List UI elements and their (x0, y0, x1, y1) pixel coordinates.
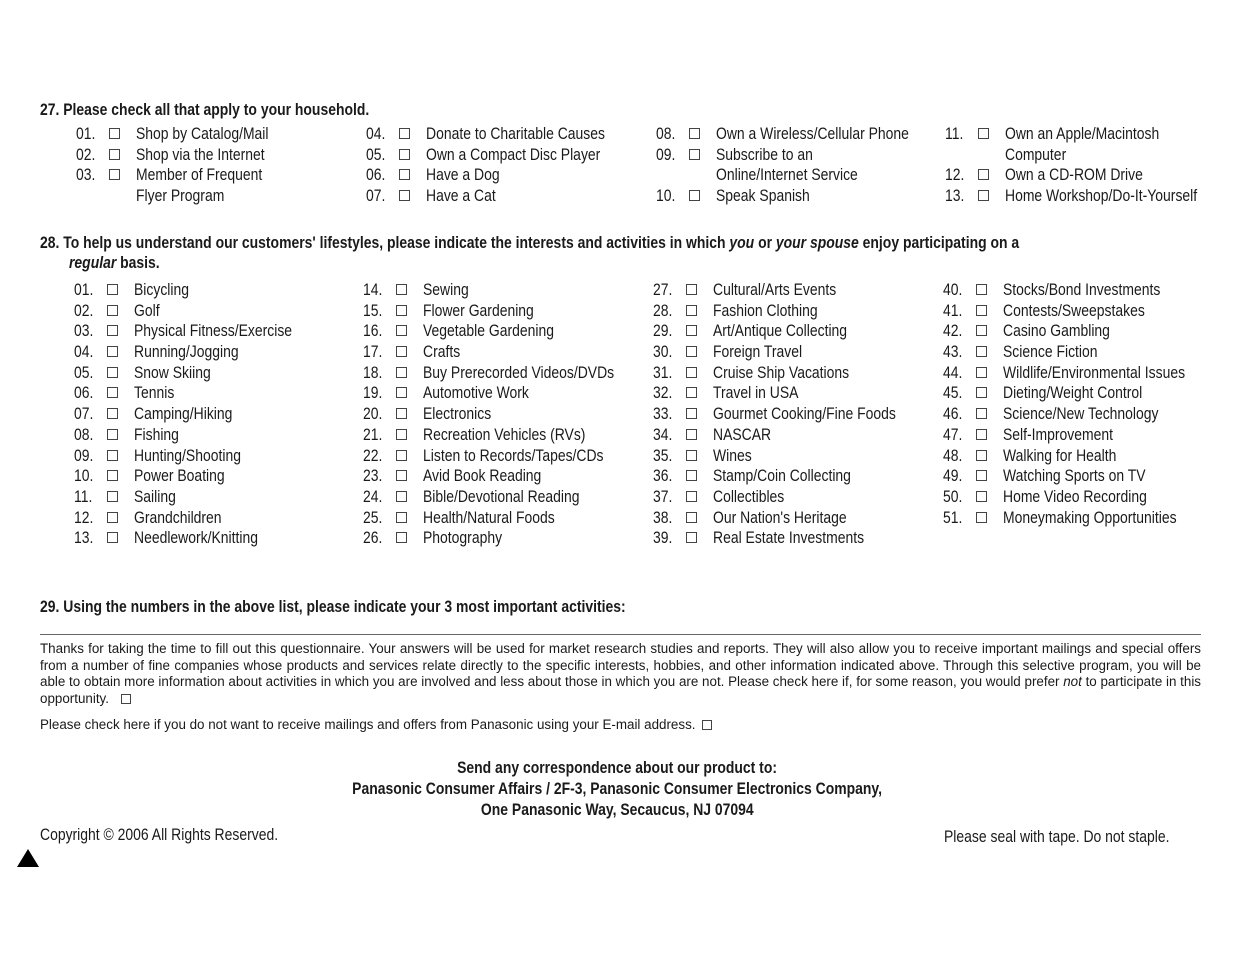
checkbox[interactable] (107, 470, 118, 481)
item-label: Home Video Recording (1003, 486, 1147, 506)
item-label: Cruise Ship Vacations (713, 362, 850, 382)
checkbox[interactable] (396, 367, 407, 378)
q28-heading (40, 233, 1234, 273)
thanks-paragraph (40, 641, 1201, 707)
item-number: 13. (945, 186, 965, 206)
checkbox[interactable] (976, 284, 987, 295)
seal-note-text: Please seal with tape. Do not staple. (944, 827, 1170, 846)
item-number: 02. (76, 144, 96, 164)
item-label: Have a Cat (426, 186, 496, 206)
checkbox[interactable] (689, 149, 700, 160)
checkbox[interactable] (686, 470, 697, 481)
item-label: Own a Wireless/Cellular Phone (716, 124, 909, 143)
item-number: 34. (653, 424, 673, 444)
item-number: 33. (653, 404, 673, 424)
item-label: Have a Dog (426, 165, 500, 185)
checkbox[interactable] (976, 491, 987, 502)
q29-heading-text: 29. Using the numbers in the above list, please indicate your 3 most important activities: (40, 597, 626, 616)
checkbox[interactable] (109, 169, 120, 180)
checkbox[interactable] (107, 284, 118, 295)
item-label: Shop by Catalog/Mail (136, 124, 269, 143)
item-label: Bicycling (134, 280, 190, 299)
item-label: Art/Antique Collecting (713, 321, 848, 341)
item-number: 51. (943, 507, 963, 527)
checkbox[interactable] (396, 284, 407, 295)
checkbox[interactable] (396, 532, 407, 543)
checkbox[interactable] (976, 408, 987, 419)
item-label: Contests/Sweepstakes (1003, 300, 1145, 320)
checkbox[interactable] (107, 387, 118, 398)
checkbox[interactable] (976, 346, 987, 357)
checkbox[interactable] (399, 169, 410, 180)
item-number: 14. (363, 280, 383, 299)
item-label: Flyer Program (136, 186, 225, 206)
item-number: 29. (653, 321, 673, 341)
email-optout-line (40, 717, 1201, 734)
item-label: Bible/Devotional Reading (423, 486, 580, 506)
checkbox[interactable] (107, 491, 118, 502)
item-number: 23. (363, 466, 383, 486)
item-number: 38. (653, 507, 673, 527)
answer-line[interactable] (40, 634, 1201, 635)
item-label: Fishing (134, 424, 179, 444)
checkbox[interactable] (976, 367, 987, 378)
item-label: Member of Frequent (136, 165, 263, 185)
item-label: Needlework/Knitting (134, 528, 258, 548)
checkbox[interactable] (689, 190, 700, 201)
item-label: Dieting/Weight Control (1003, 383, 1143, 403)
item-number: 10. (74, 466, 94, 486)
q27-heading (40, 100, 442, 120)
thanks-not-word: not (1063, 674, 1082, 690)
thanks-text-end: to participate in this opportunity. (40, 674, 1201, 706)
item-number: 46. (943, 404, 963, 424)
item-label: Wildlife/Environmental Issues (1003, 362, 1186, 382)
checkbox[interactable] (107, 450, 118, 461)
item-label: Sewing (423, 280, 469, 299)
item-label: Own a Compact Disc Player (426, 144, 601, 164)
q28-heading-part1: 28. To help us understand our customers' lifestyles, please indicate the interests and activities in which (40, 233, 730, 252)
checkbox[interactable] (976, 450, 987, 461)
checkbox[interactable] (396, 491, 407, 502)
item-label: Photography (423, 528, 503, 548)
send-line-1 (0, 758, 1235, 778)
item-label: Moneymaking Opportunities (1003, 507, 1177, 527)
item-label: Travel in USA (713, 383, 799, 403)
send-line-2-text: Panasonic Consumer Affairs / 2F-3, Panasonic Consumer Electronics Company, (352, 779, 883, 798)
item-label: Automotive Work (423, 383, 529, 403)
item-number: 11. (945, 124, 964, 143)
copyright-text: Copyright © 2006 All Rights Reserved. (40, 825, 279, 844)
thanks-text: Thanks for taking the time to fill out this questionnaire. Your answers will be used for market research studies and reports. They will also allow you to receive important mailings and special offers from a number of fine companies whose products and services relate directly to the specific interests, hobbies, and other information indicated above. Through this selective program, you will be able to obtain more information about activities in which you are involved and less about those in which you are not. Please check here if, for some reason, you would prefer (40, 641, 1201, 690)
item-label: Foreign Travel (713, 342, 803, 362)
item-number: 26. (363, 528, 383, 548)
checkbox[interactable] (107, 325, 118, 336)
item-number: 01. (74, 280, 94, 299)
item-label: Camping/Hiking (134, 404, 233, 424)
item-label: Wines (713, 445, 752, 465)
item-label: Speak Spanish (716, 186, 810, 206)
q28-heading-regular: regular (69, 253, 117, 272)
item-label: Watching Sports on TV (1003, 466, 1146, 486)
item-label: Physical Fitness/Exercise (134, 321, 293, 341)
item-number: 03. (76, 165, 96, 185)
checkbox[interactable] (107, 408, 118, 419)
item-number: 09. (656, 144, 676, 164)
checkbox[interactable] (686, 346, 697, 357)
item-label: Listen to Records/Tapes/CDs (423, 445, 604, 465)
item-label: Electronics (423, 404, 492, 424)
checkbox[interactable] (107, 346, 118, 357)
checkbox[interactable] (976, 325, 987, 336)
item-label: Avid Book Reading (423, 466, 542, 486)
item-label: Donate to Charitable Causes (426, 124, 606, 143)
q28-heading-basis: basis. (116, 253, 160, 272)
item-label: Subscribe to an (716, 144, 813, 164)
item-number: 09. (74, 445, 94, 465)
item-label: Gourmet Cooking/Fine Foods (713, 404, 896, 424)
send-line-2 (0, 779, 1235, 799)
item-number: 48. (943, 445, 963, 465)
item-number: 30. (653, 342, 673, 362)
item-number: 12. (74, 507, 94, 527)
item-number: 04. (366, 124, 386, 143)
item-number: 12. (945, 165, 965, 185)
item-number: 07. (366, 186, 386, 206)
item-label: Crafts (423, 342, 461, 362)
item-number: 44. (943, 362, 963, 382)
item-number: 16. (363, 321, 383, 341)
item-label: Online/Internet Service (716, 165, 858, 185)
item-number: 17. (363, 342, 383, 362)
item-number: 08. (656, 124, 676, 143)
item-label: Own a CD-ROM Drive (1005, 165, 1143, 185)
checkbox[interactable] (686, 429, 697, 440)
checkbox[interactable] (399, 190, 410, 201)
item-number: 08. (74, 424, 94, 444)
q28-heading-you: you (729, 233, 755, 252)
q28-heading-part2: enjoy participating on a (858, 233, 1020, 252)
triangle-marker-icon (17, 849, 39, 867)
item-label: Casino Gambling (1003, 321, 1110, 341)
q28-heading-spouse: your spouse (775, 233, 859, 252)
item-number: 06. (74, 383, 94, 403)
item-number: 41. (943, 300, 963, 320)
checkbox[interactable] (396, 450, 407, 461)
checkbox[interactable] (978, 169, 989, 180)
copyright (40, 825, 330, 845)
item-label: NASCAR (713, 424, 772, 444)
item-label: Self-Improvement (1003, 424, 1114, 444)
item-number: 49. (943, 466, 963, 486)
item-label: Health/Natural Foods (423, 507, 555, 527)
item-number: 40. (943, 280, 963, 299)
item-label: Grandchildren (134, 507, 222, 527)
item-label: Snow Skiing (134, 362, 211, 382)
item-label: Buy Prerecorded Videos/DVDs (423, 362, 615, 382)
item-number: 37. (653, 486, 673, 506)
checkbox[interactable] (686, 305, 697, 316)
item-label: Tennis (134, 383, 175, 403)
item-label: Hunting/Shooting (134, 445, 241, 465)
item-number: 32. (653, 383, 673, 403)
item-number: 47. (943, 424, 963, 444)
checkbox[interactable] (686, 450, 697, 461)
send-line-1-text: Send any correspondence about our product to: (457, 758, 778, 777)
item-number: 03. (74, 321, 94, 341)
item-number: 18. (363, 362, 383, 382)
item-number: 02. (74, 300, 94, 320)
item-label: Computer (1005, 144, 1067, 164)
item-number: 11. (74, 486, 93, 506)
item-label: Sailing (134, 486, 176, 506)
item-number: 10. (656, 186, 676, 206)
q29-heading (40, 597, 754, 617)
item-label: Real Estate Investments (713, 528, 865, 548)
checkbox[interactable] (686, 512, 697, 523)
seal-note (944, 827, 1219, 847)
item-number: 50. (943, 486, 963, 506)
checkbox[interactable] (686, 491, 697, 502)
checkbox[interactable] (686, 408, 697, 419)
checkbox[interactable] (107, 512, 118, 523)
item-label: Flower Gardening (423, 300, 534, 320)
checkbox[interactable] (396, 346, 407, 357)
item-label: Vegetable Gardening (423, 321, 554, 341)
checkbox[interactable] (686, 387, 697, 398)
item-number: 15. (363, 300, 383, 320)
item-number: 04. (74, 342, 94, 362)
checkbox[interactable] (976, 470, 987, 481)
checkbox[interactable] (686, 367, 697, 378)
item-number: 05. (366, 144, 386, 164)
email-optout-checkbox[interactable] (702, 720, 712, 730)
checkbox[interactable] (978, 128, 989, 139)
item-number: 28. (653, 300, 673, 320)
item-label: Cultural/Arts Events (713, 280, 837, 299)
item-label: Running/Jogging (134, 342, 239, 362)
send-line-3-text: One Panasonic Way, Secaucus, NJ 07094 (481, 800, 754, 819)
checkbox[interactable] (686, 532, 697, 543)
checkbox[interactable] (396, 387, 407, 398)
item-label: Power Boating (134, 466, 225, 486)
item-label: Science/New Technology (1003, 404, 1159, 424)
checkbox[interactable] (396, 325, 407, 336)
q27-heading-text: 27. Please check all that apply to your household. (40, 100, 370, 119)
send-line-3 (0, 800, 1235, 820)
item-number: 35. (653, 445, 673, 465)
item-label: Fashion Clothing (713, 300, 818, 320)
q28-heading-or: or (754, 233, 776, 252)
checkbox[interactable] (109, 128, 120, 139)
item-number: 01. (76, 124, 96, 143)
item-number: 22. (363, 445, 383, 465)
item-label: Stocks/Bond Investments (1003, 280, 1161, 299)
checkbox[interactable] (976, 429, 987, 440)
item-number: 21. (363, 424, 383, 444)
checkbox[interactable] (396, 429, 407, 440)
checkbox[interactable] (689, 128, 700, 139)
opt-out-checkbox[interactable] (121, 694, 131, 704)
item-number: 36. (653, 466, 673, 486)
item-label: Walking for Health (1003, 445, 1117, 465)
item-number: 27. (653, 280, 673, 299)
item-number: 06. (366, 165, 386, 185)
item-label: Recreation Vehicles (RVs) (423, 424, 586, 444)
checkbox[interactable] (978, 190, 989, 201)
item-number: 13. (74, 528, 94, 548)
checkbox[interactable] (399, 149, 410, 160)
email-optout-text: Please check here if you do not want to receive mailings and offers from Panasonic using your E-mail address. (40, 717, 696, 732)
item-number: 19. (363, 383, 383, 403)
item-number: 39. (653, 528, 673, 548)
item-label: Golf (134, 300, 160, 320)
checkbox[interactable] (399, 128, 410, 139)
checkbox[interactable] (686, 325, 697, 336)
item-label: Stamp/Coin Collecting (713, 466, 851, 486)
checkbox[interactable] (976, 305, 987, 316)
checkbox[interactable] (976, 387, 987, 398)
item-label: Home Workshop/Do-It-Yourself (1005, 186, 1198, 206)
item-label: Shop via the Internet (136, 144, 265, 164)
checkbox[interactable] (109, 149, 120, 160)
item-number: 20. (363, 404, 383, 424)
checkbox[interactable] (107, 429, 118, 440)
item-number: 31. (653, 362, 673, 382)
item-label: Science Fiction (1003, 342, 1098, 362)
checkbox[interactable] (396, 305, 407, 316)
item-number: 43. (943, 342, 963, 362)
checkbox[interactable] (396, 470, 407, 481)
item-number: 25. (363, 507, 383, 527)
item-number: 05. (74, 362, 94, 382)
item-number: 45. (943, 383, 963, 403)
checkbox[interactable] (686, 284, 697, 295)
checkbox[interactable] (107, 367, 118, 378)
checkbox[interactable] (107, 532, 118, 543)
item-label: Our Nation's Heritage (713, 507, 847, 527)
item-number: 24. (363, 486, 383, 506)
item-number: 07. (74, 404, 94, 424)
checkbox[interactable] (976, 512, 987, 523)
checkbox[interactable] (107, 305, 118, 316)
checkbox[interactable] (396, 408, 407, 419)
item-label: Collectibles (713, 486, 785, 506)
item-number: 42. (943, 321, 963, 341)
item-label: Own an Apple/Macintosh (1005, 124, 1160, 143)
checkbox[interactable] (396, 512, 407, 523)
